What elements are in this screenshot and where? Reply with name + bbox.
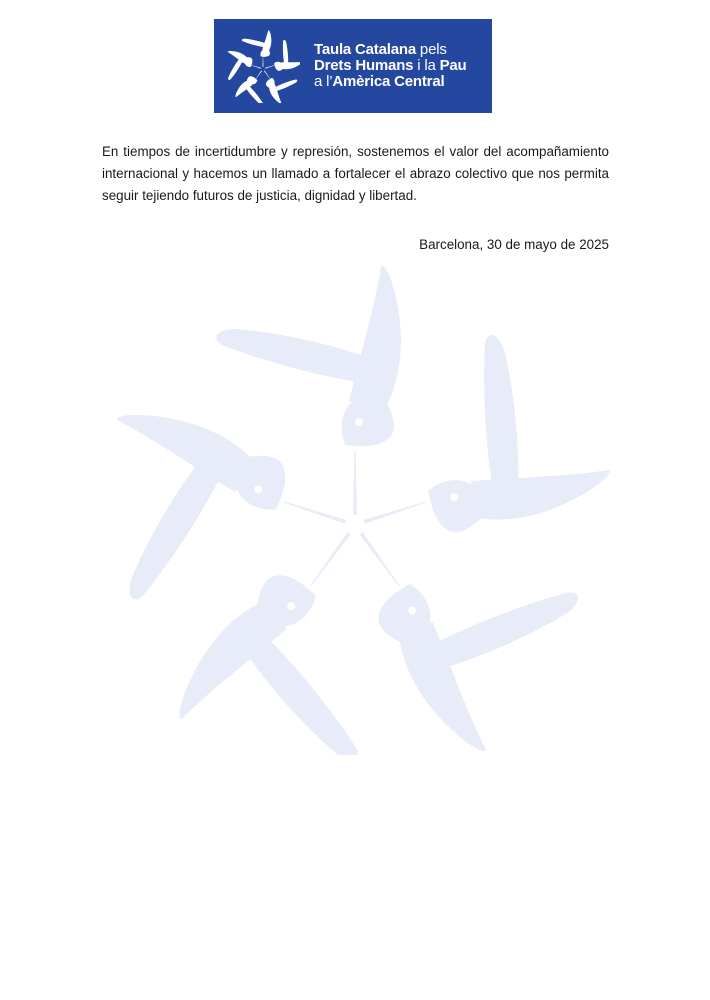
statement-paragraph: En tiempos de incertidumbre y represión, sostenemos el valor del acompañamiento internacional y hacemos un llamado a fortalecer el abrazo colectivo que nos permita seguir tejiendo futuros de justicia, dignidad y libertad. xyxy=(102,144,609,203)
logo-line-1 xyxy=(314,42,467,58)
logo-line-3 xyxy=(314,74,467,90)
hummingbird-logo-icon xyxy=(226,29,300,103)
logo-text-i-la: i la xyxy=(413,57,440,74)
logo-text-drets-humans: Drets Humans xyxy=(314,57,414,74)
hummingbird-watermark-icon xyxy=(95,255,615,755)
logo-text-pau: Pau xyxy=(439,57,467,74)
logo-wordmark xyxy=(314,42,467,90)
logo-text-america-central: Amèrica Central xyxy=(332,73,445,90)
organization-logo xyxy=(214,19,492,113)
logo-text-taula-catalana: Taula Catalana xyxy=(314,41,416,58)
logo-text-pels: pels xyxy=(415,41,447,58)
logo-text-a-l: a l’ xyxy=(314,73,333,90)
place-date-line: Barcelona, 30 de mayo de 2025 xyxy=(419,237,609,252)
logo-line-2 xyxy=(314,58,467,74)
